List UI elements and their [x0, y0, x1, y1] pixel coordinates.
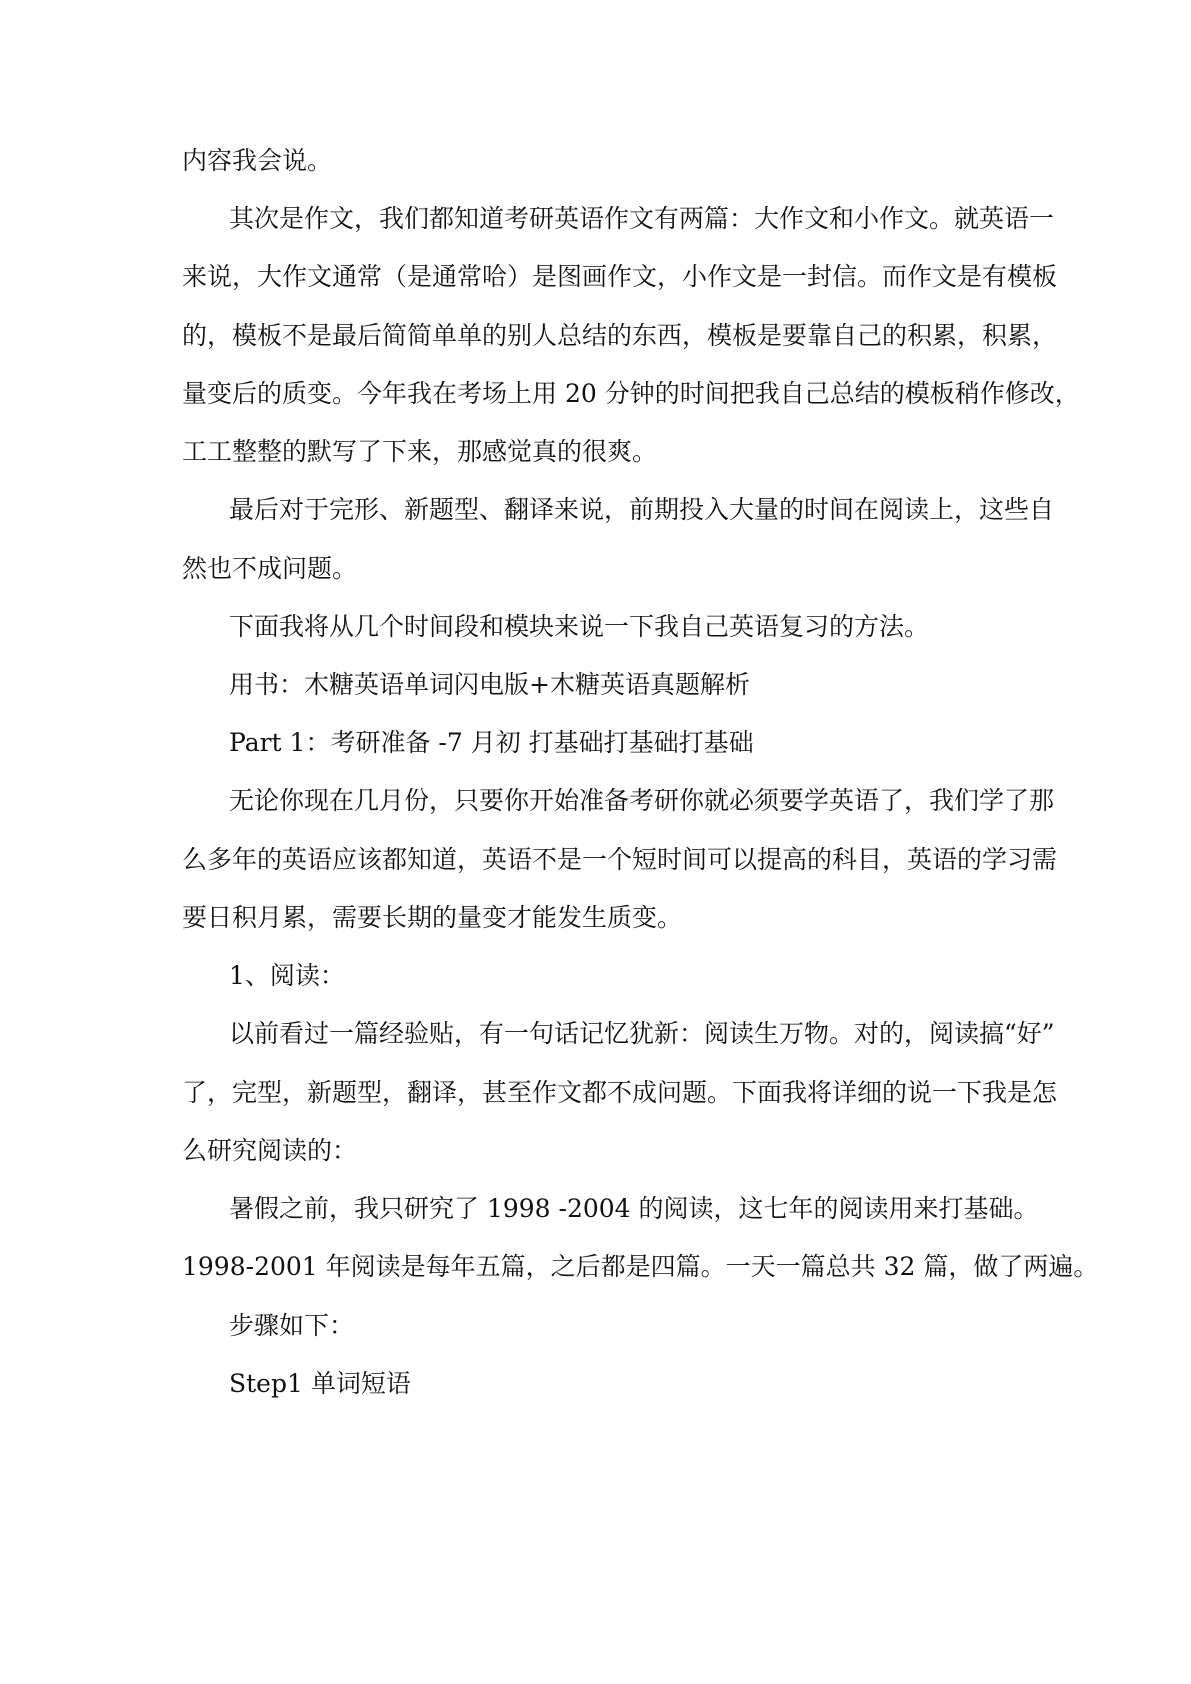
subsection-heading: 1、阅读：	[229, 961, 345, 990]
paragraph-line: 步骤如下：	[229, 1311, 355, 1340]
paragraph-line: 要日积月累，需要长期的量变才能发生质变。	[182, 903, 683, 932]
paragraph-line: 内容我会说。	[182, 146, 333, 175]
paragraph-line: 么多年的英语应该都知道，英语不是一个短时间可以提高的科目，英语的学习需	[182, 845, 1058, 874]
paragraph-line: 其次是作文，我们都知道考研英语作文有两篇：大作文和小作文。就英语一	[229, 204, 1055, 233]
paragraph-line: 下面我将从几个时间段和模块来说一下我自己英语复习的方法。	[229, 612, 930, 641]
paragraph-line: 用书：木糖英语单词闪电版+木糖英语真题解析	[229, 670, 750, 699]
paragraph-line: 暑假之前，我只研究了 1998 -2004 的阅读，这七年的阅读用来打基础。	[229, 1194, 1039, 1223]
paragraph-line: 以前看过一篇经验贴，有一句话记忆犹新：阅读生万物。对的，阅读搞“好”	[229, 1019, 1055, 1048]
step-heading: Step1 单词短语	[229, 1369, 411, 1398]
paragraph-line: 1998-2001 年阅读是每年五篇，之后都是四篇。一天一篇总共 32 篇，做了两遍。	[182, 1252, 1099, 1281]
paragraph-line: 量变后的质变。今年我在考场上用 20 分钟的时间把我自己总结的模板稍作修改，	[182, 379, 1080, 408]
section-heading: Part 1：考研准备 -7 月初 打基础打基础打基础	[229, 728, 754, 757]
paragraph-line: 工工整整的默写了下来，那感觉真的很爽。	[182, 437, 658, 466]
paragraph-line: 然也不成问题。	[182, 554, 358, 583]
paragraph-line: 了，完型，新题型，翻译，甚至作文都不成问题。下面我将详细的说一下我是怎	[182, 1078, 1058, 1107]
paragraph-line: 无论你现在几月份，只要你开始准备考研你就必须要学英语了，我们学了那	[229, 786, 1055, 815]
paragraph-line: 最后对于完形、新题型、翻译来说，前期投入大量的时间在阅读上，这些自	[229, 495, 1055, 524]
paragraph-line: 来说，大作文通常（是通常哈）是图画作文，小作文是一封信。而作文是有模板	[182, 262, 1058, 291]
paragraph-line: 么研究阅读的：	[182, 1136, 358, 1165]
paragraph-line: 的，模板不是最后简简单单的别人总结的东西，模板是要靠自己的积累，积累，	[182, 321, 1058, 350]
